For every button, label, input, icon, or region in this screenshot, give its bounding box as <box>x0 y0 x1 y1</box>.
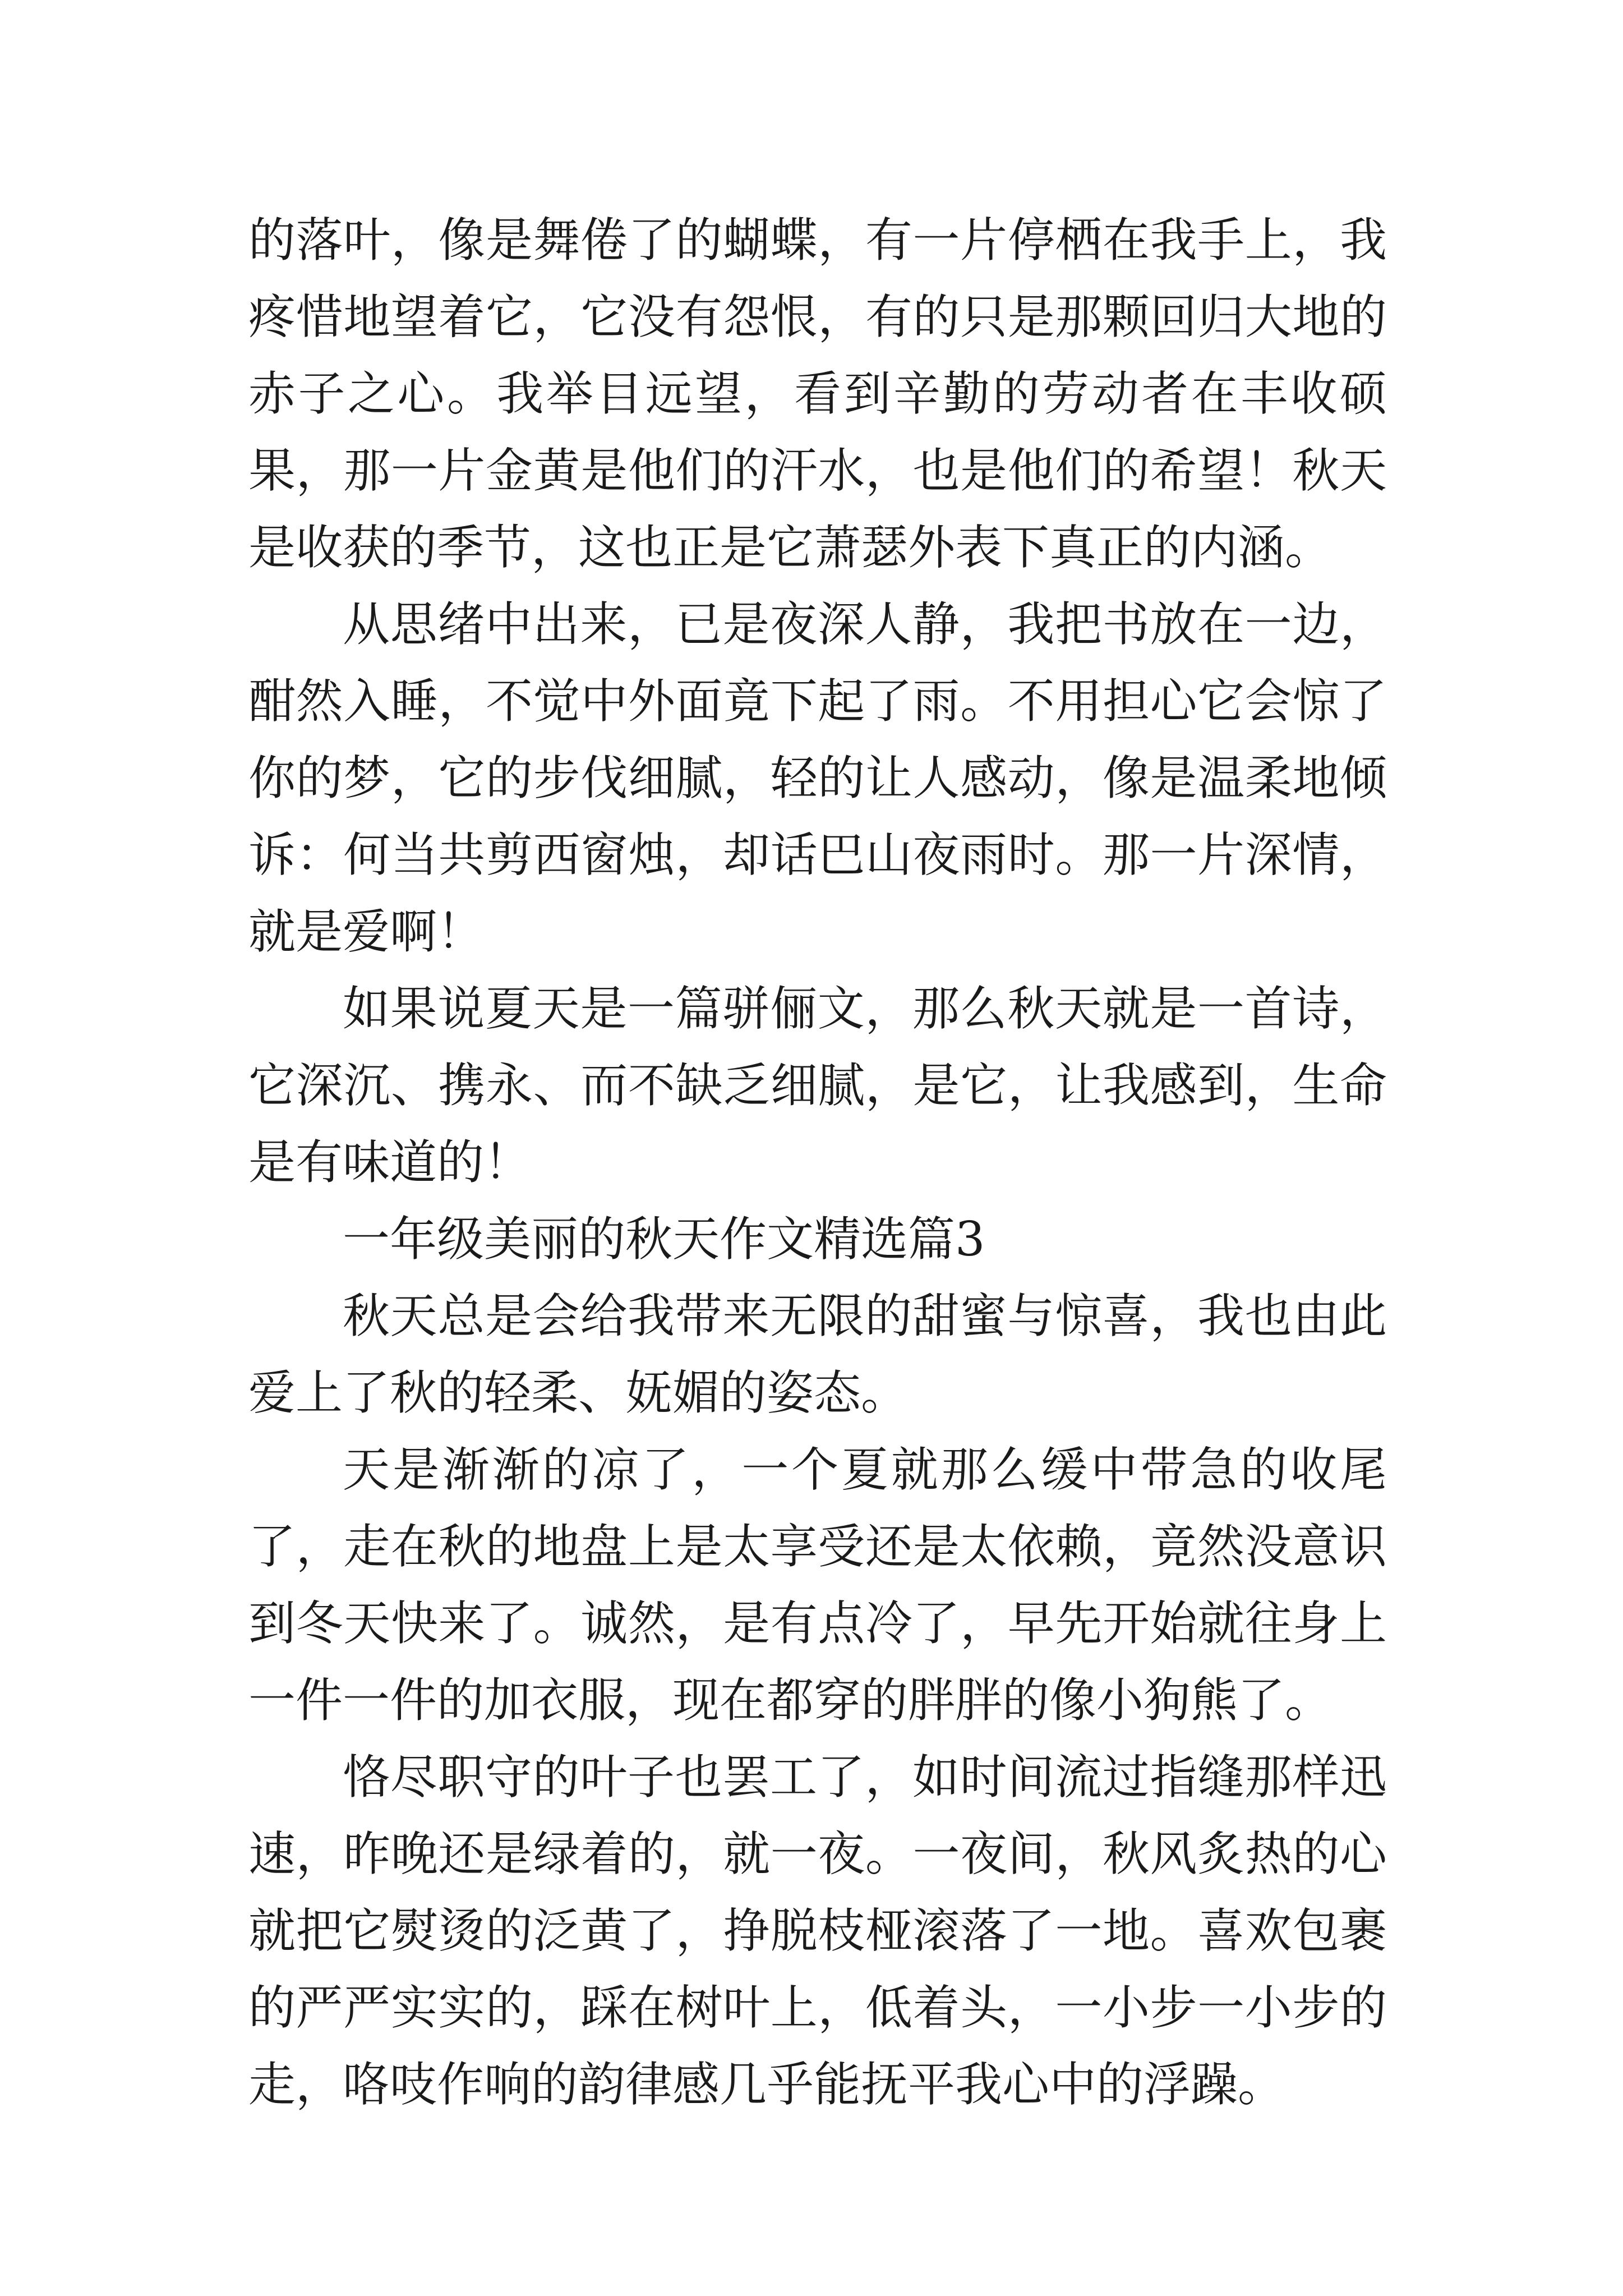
paragraph-2: 从思绪中出来，已是夜深人静，我把书放在一边，酣然入睡，不觉中外面竟下起了雨。不用担心它会惊了你的梦，它的步伐细腻，轻的让人感动，像是温柔地倾诉：何当共剪西窗烛，却话巴山夜雨时。那一片深情，就是爱啊！ <box>248 597 1387 959</box>
document-body <box>248 202 1387 2123</box>
paragraph-1: 的落叶，像是舞倦了的蝴蝶，有一片停栖在我手上，我疼惜地望着它，它没有怨恨，有的只是那颗回归大地的赤子之心。我举目远望，看到辛勤的劳动者在丰收硕果，那一片金黄是他们的汗水，也是他们的希望！秋天是收获的季节，这也正是它萧瑟外表下真正的内涵。 <box>248 213 1387 575</box>
paragraph-3: 如果说夏天是一篇骈俪文，那么秋天就是一首诗，它深沉、携永、而不缺乏细腻，是它，让我感到，生命是有味道的！ <box>248 981 1387 1190</box>
paragraph-6: 恪尽职守的叶子也罢工了，如时间流过指缝那样迅速，昨晚还是绿着的，就一夜。一夜间，秋风炙热的心就把它熨烫的泛黄了，挣脱枝桠滚落了一地。喜欢包裹的严严实实的，踩在树叶上，低着头，一小步一小步的走，咯吱作响的韵律感几乎能抚平我心中的浮躁。 <box>248 1750 1387 2112</box>
paragraph-4: 秋天总是会给我带来无限的甜蜜与惊喜，我也由此爱上了秋的轻柔、妩媚的姿态。 <box>248 1289 1387 1420</box>
section-heading: 一年级美丽的秋天作文精选篇3 <box>343 1212 985 1267</box>
paragraph-5: 天是渐渐的凉了，一个夏就那么缓中带急的收尾了，走在秋的地盘上是太享受还是太依赖，竟然没意识到冬天快来了。诚然，是有点冷了，早先开始就往身上一件一件的加衣服，现在都穿的胖胖的像小狗熊了。 <box>248 1442 1387 1728</box>
